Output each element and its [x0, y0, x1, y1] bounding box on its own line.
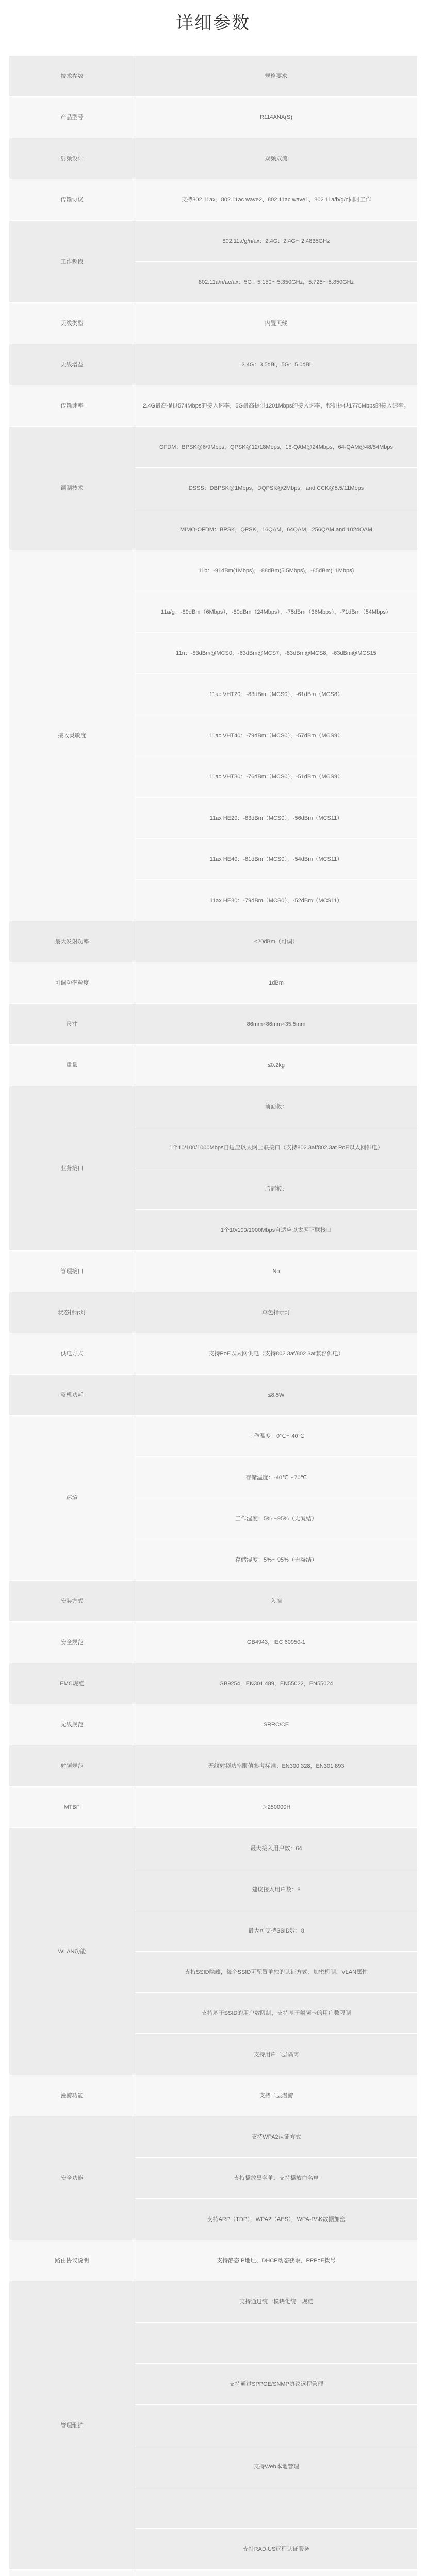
spec-value: R114ANA(S)	[135, 97, 418, 138]
spec-value: 工作温度：0℃～40℃	[135, 1416, 418, 1457]
spec-key: 工作频段	[9, 221, 135, 303]
spec-value	[135, 2405, 418, 2446]
page-title: 详细参数	[176, 13, 250, 33]
spec-value: OFDM：BPSK@6/9Mbps，QPSK@12/18Mbps，16-QAM@24Mbps，64-QAM@48/54Mbps	[135, 427, 418, 468]
spec-key: 供电方式	[9, 1333, 135, 1375]
spec-value: 1个10/100/1000Mbps自适应以太网下联接口	[135, 1210, 418, 1251]
spec-key: 环境	[9, 1416, 135, 1581]
spec-row	[9, 962, 418, 1004]
spec-value: 规格要求	[135, 56, 418, 97]
spec-key	[9, 2570, 135, 2576]
spec-row	[9, 2240, 418, 2281]
spec-value: 86mm×86mm×35.5mm	[135, 1004, 418, 1045]
spec-key: 传输速率	[9, 385, 135, 427]
spec-value: 支持ARP（TDP），WPA2（AES），WPA-PSK数据加密	[135, 2199, 418, 2240]
spec-value: 11b：-91dBm(1Mbps)，-88dBm(5.5Mbps)，-85dBm(11Mbps)	[135, 550, 418, 591]
spec-row	[9, 1745, 418, 1787]
spec-key: WLAN功能	[9, 1828, 135, 2075]
spec-value: 支持Web本地管理	[135, 2446, 418, 2487]
spec-value: MIMO-OFDM：BPSK，QPSK，16QAM，64QAM，256QAM and 1024QAM	[135, 509, 418, 550]
spec-row	[9, 56, 418, 97]
spec-value: 支持基于SSID的用户数限制，支持基于射频卡的用户数限制	[135, 1993, 418, 2034]
spec-row	[9, 1292, 418, 1333]
spec-row	[9, 1663, 418, 1704]
spec-value: 支持RADIUS远程认证服务	[135, 2529, 418, 2570]
spec-value: 11ac VHT20：-83dBm（MCS0），-61dBm（MCS8）	[135, 674, 418, 715]
spec-value: ≤0.2kg	[135, 1045, 418, 1086]
spec-row	[9, 1622, 418, 1663]
spec-value: DSSS：DBPSK@1Mbps，DQPSK@2Mbps，and CCK@5.5/11Mbps	[135, 468, 418, 509]
spec-value: SRRC/CE	[135, 1704, 418, 1745]
spec-value: 11ax HE80：-79dBm（MCS0），-52dBm（MCS11）	[135, 880, 418, 921]
spec-key: 天线增益	[9, 344, 135, 385]
spec-value: 工作湿度：5%～95%（无凝结）	[135, 1498, 418, 1539]
spec-row	[9, 138, 418, 179]
spec-value: 支持用户二层隔离	[135, 2034, 418, 2075]
spec-row	[9, 1086, 418, 1127]
spec-value: 2.4G：3.5dBi，5G：5.0dBi	[135, 344, 418, 385]
spec-value: 内置天线	[135, 303, 418, 344]
spec-row	[9, 303, 418, 344]
spec-value: 存储温度：-40℃～70℃	[135, 1457, 418, 1498]
spec-key: 安装方式	[9, 1581, 135, 1622]
spec-value: 存储湿度：5%～95%（无凝结）	[135, 1539, 418, 1581]
spec-value: 11n：-83dBm@MCS0，-63dBm@MCS7，-83dBm@MCS8，-63dBm@MCS15	[135, 633, 418, 674]
spec-row	[9, 1581, 418, 1622]
spec-key: 管理维护	[9, 2281, 135, 2570]
spec-row	[9, 1828, 418, 1869]
spec-value: 支持SSID隐藏，每个SSID可配置单独的认证方式、加密机制、VLAN属性	[135, 1952, 418, 1993]
spec-key: 传输协议	[9, 179, 135, 221]
spec-value: GB9254，EN301 489，EN55022，EN55024	[135, 1663, 418, 1704]
spec-value: 11ac VHT80：-76dBm（MCS0），-51dBm（MCS9）	[135, 756, 418, 798]
spec-key: EMC规范	[9, 1663, 135, 1704]
spec-value: ≤20dBm（可调）	[135, 921, 418, 962]
spec-value: 11ax HE40：-81dBm（MCS0），-54dBm（MCS11）	[135, 839, 418, 880]
spec-row	[9, 385, 418, 427]
spec-row	[9, 1004, 418, 1045]
spec-key: 安全功能	[9, 2116, 135, 2240]
spec-value: 802.11a/g/n/ax：2.4G：2.4G～2.4835GHz	[135, 221, 418, 262]
spec-table	[9, 55, 418, 2576]
spec-row	[9, 1045, 418, 1086]
spec-row	[9, 1787, 418, 1828]
spec-key: 路由协议说明	[9, 2240, 135, 2281]
spec-key: MTBF	[9, 1787, 135, 1828]
spec-key: 无线规范	[9, 1704, 135, 1745]
spec-key: 技术参数	[9, 56, 135, 97]
spec-row	[9, 1251, 418, 1292]
spec-key: 漫游功能	[9, 2075, 135, 2116]
spec-value: 无线射频功率限值参考标准：EN300 328，EN301 893	[135, 1745, 418, 1787]
spec-key: 业务接口	[9, 1086, 135, 1251]
spec-value: ＞250000H	[135, 1787, 418, 1828]
spec-value	[135, 2487, 418, 2529]
spec-key: 重量	[9, 1045, 135, 1086]
spec-key: 天线类型	[9, 303, 135, 344]
spec-row	[9, 2570, 418, 2576]
spec-value: 支持PoE以太网供电（支持802.3af/802.3at兼容供电）	[135, 1333, 418, 1375]
spec-value: 前面板：	[135, 1086, 418, 1127]
spec-key: 射频设计	[9, 138, 135, 179]
spec-value: 支持802.11ax、802.11ac wave2、802.11ac wave1、802.11a/b/g/n同时工作	[135, 179, 418, 221]
spec-value: 支持WPA2认证方式	[135, 2116, 418, 2158]
spec-key: 可调功率粒度	[9, 962, 135, 1004]
spec-value: 支持播放黑名单、支持播放白名单	[135, 2158, 418, 2199]
spec-value: 支持静态IP地址、DHCP动态获取、PPPoE拨号	[135, 2240, 418, 2281]
spec-value: GB4943，IEC 60950-1	[135, 1622, 418, 1663]
spec-row	[9, 179, 418, 221]
spec-key: 安全规范	[9, 1622, 135, 1663]
spec-value: 入墙	[135, 1581, 418, 1622]
spec-row	[9, 1704, 418, 1745]
spec-key: 最大发射功率	[9, 921, 135, 962]
spec-key: 调制技术	[9, 427, 135, 550]
spec-key: 管理接口	[9, 1251, 135, 1292]
spec-row	[9, 427, 418, 468]
spec-key: 射频规范	[9, 1745, 135, 1787]
spec-value: 11ax HE20：-83dBm（MCS0），-56dBm（MCS11）	[135, 798, 418, 839]
spec-row	[9, 2075, 418, 2116]
spec-value: 1个10/100/1000Mbps自适应以太网上联接口（支持802.3af/802.3at PoE以太网供电）	[135, 1127, 418, 1168]
spec-table-body	[9, 56, 418, 2576]
spec-row	[9, 1416, 418, 1457]
spec-key: 尺寸	[9, 1004, 135, 1045]
spec-value: 支持通过统一模块化统一规范	[135, 2281, 418, 2323]
spec-value: 单色指示灯	[135, 1292, 418, 1333]
spec-value: No	[135, 1251, 418, 1292]
spec-row	[9, 2281, 418, 2323]
spec-value: 后面板：	[135, 1168, 418, 1210]
spec-value: 支持二层漫游	[135, 2075, 418, 2116]
spec-value: 最大可支持SSID数：8	[135, 1910, 418, 1952]
spec-row	[9, 221, 418, 262]
spec-row	[9, 344, 418, 385]
spec-value: 11ac VHT40：-79dBm（MCS0），-57dBm（MCS9）	[135, 715, 418, 756]
spec-value: 支持通过SPPOE/SNMP协议远程管理	[135, 2364, 418, 2405]
spec-value	[135, 2570, 418, 2576]
spec-row	[9, 2116, 418, 2158]
spec-row	[9, 921, 418, 962]
spec-key: 状态指示灯	[9, 1292, 135, 1333]
spec-key: 产品型号	[9, 97, 135, 138]
spec-value: 1dBm	[135, 962, 418, 1004]
spec-row	[9, 1333, 418, 1375]
spec-row	[9, 550, 418, 591]
spec-value: ≤8.5W	[135, 1375, 418, 1416]
spec-value: 2.4G最高提供574Mbps的接入速率，5G最高提供1201Mbps的接入速率，整机提供1775Mbps的接入速率。	[135, 385, 418, 427]
spec-key: 整机功耗	[9, 1375, 135, 1416]
spec-row	[9, 97, 418, 138]
spec-value: 建议接入用户数：8	[135, 1869, 418, 1910]
spec-key: 接收灵敏度	[9, 550, 135, 921]
spec-value	[135, 2323, 418, 2364]
spec-value: 802.11a/n/ac/ax：5G：5.150～5.350GHz，5.725～5.850GHz	[135, 262, 418, 303]
spec-value: 11a/g：-89dBm（6Mbps），-80dBm（24Mbps），-75dBm（36Mbps），-71dBm（54Mbps）	[135, 591, 418, 633]
spec-value: 双频双流	[135, 138, 418, 179]
spec-row	[9, 1375, 418, 1416]
spec-value: 最大接入用户数：64	[135, 1828, 418, 1869]
